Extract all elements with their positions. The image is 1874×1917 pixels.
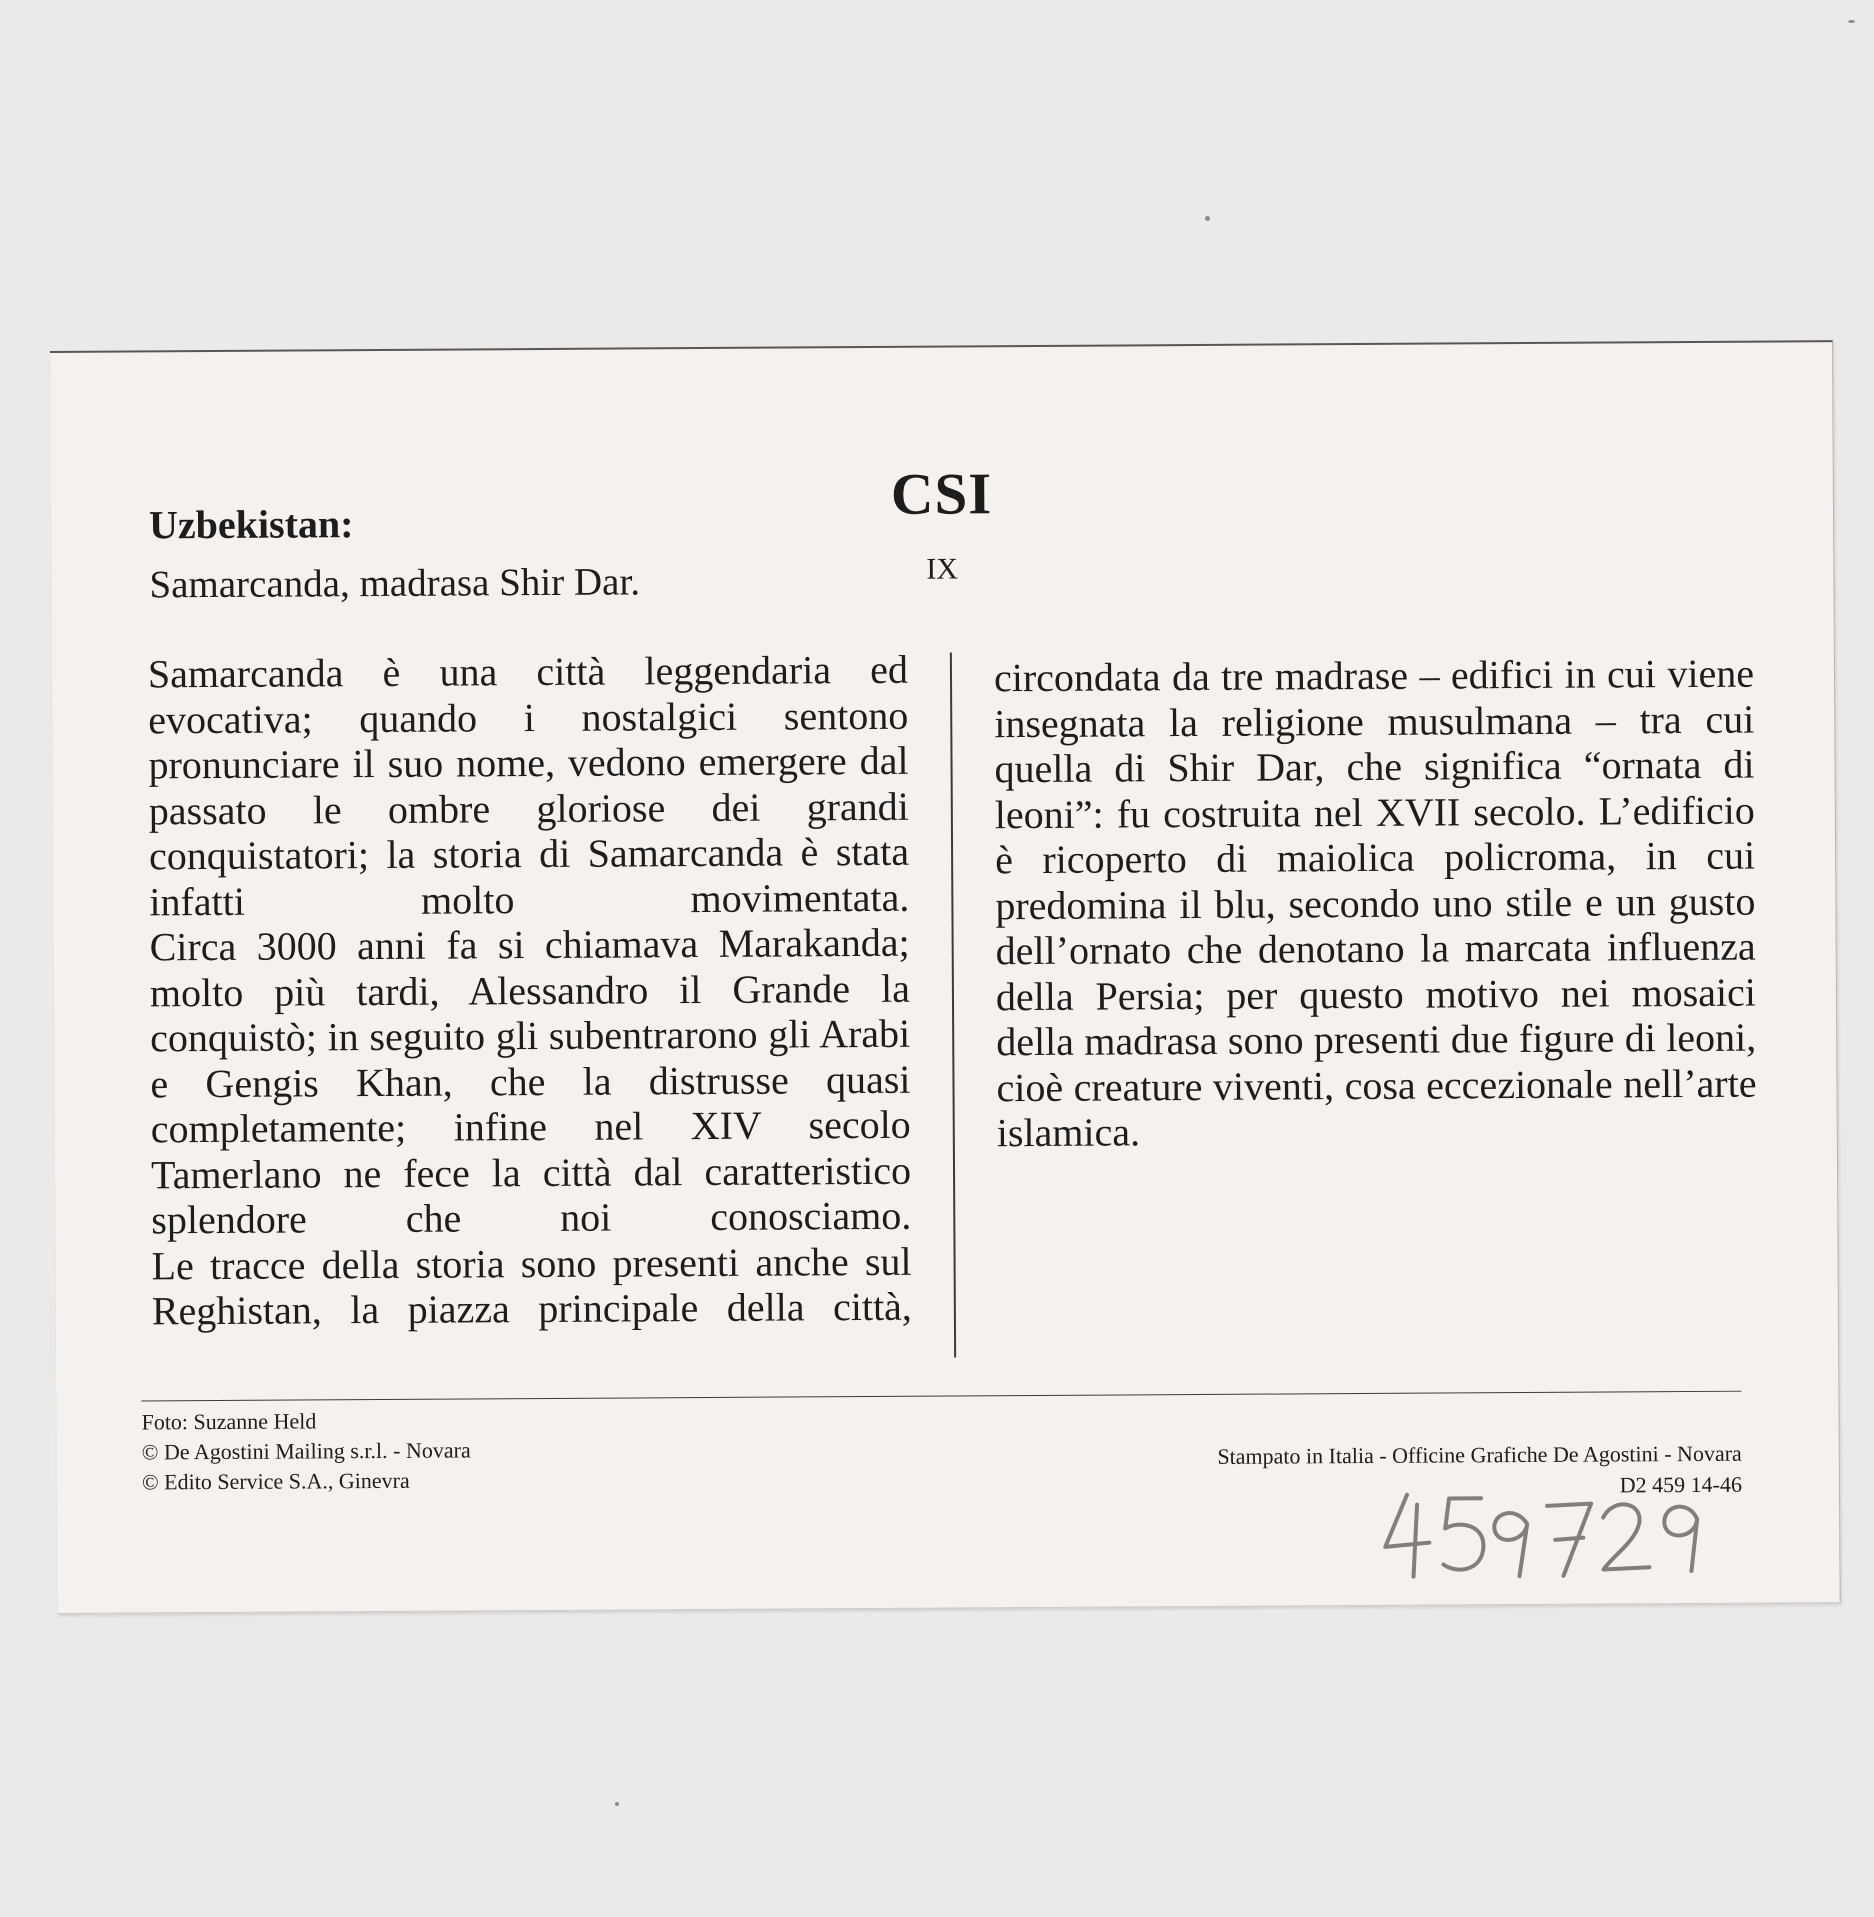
volume-number: IX [926, 552, 959, 586]
postcard-back [50, 340, 1841, 1614]
copyright-line: © De Agostini Mailing s.r.l. - Novara [141, 1437, 471, 1465]
paragraph: Circa 3000 anni fa si chiamava Marakanda; molto più tardi, Alessandro il Grande la conquistò; in seguito gli subentrarono gli Arabi e Gengis Khan, che la distrusse quasi completamente; infine nel XIV secolo Tamerlano ne fece la città dal caratteristico splendore che noi conosciamo. [149, 919, 912, 1243]
speck [615, 1802, 619, 1806]
country-heading: Uzbekistan: [148, 501, 354, 548]
handwritten-number [1377, 1483, 1738, 1585]
speck [1205, 216, 1210, 221]
copyright-line: © Edito Service S.A., Ginevra [141, 1467, 410, 1495]
photo-credit: Foto: Suzanne Held [141, 1408, 317, 1435]
product-code: D2 459 14-46 [1619, 1471, 1743, 1498]
location-subtitle: Samarcanda, madrasa Shir Dar. [149, 560, 641, 607]
footer-divider [141, 1391, 1741, 1402]
paragraph: circondata da tre madrase – edifici in cui viene insegnata la religione musulmana – tra cui quella di Shir Dar, che significa “ornata di leoni”: fu costruita nel XVII secolo. L’edificio è ricoperto di maiolica policroma, in cui predomina il blu, secondo uno stile e un gusto dell’ornato che denotano la marcata influenza della Persia; per questo motivo nei mosaici della madrasa sono presenti due figure di leoni, cioè creature viventi, cosa eccezionale nell’arte islamica. [993, 650, 1757, 1156]
paragraph: Le tracce della storia sono presenti anche sul Reghistan, la piazza principale della città, [151, 1238, 912, 1334]
text-column-left [148, 647, 912, 1334]
credits-block [141, 1405, 471, 1497]
column-divider [950, 652, 956, 1357]
speck [1848, 20, 1855, 23]
printer-line: Stampato in Italia - Officine Grafiche De Agostini - Novara [1217, 1440, 1742, 1469]
page-title: CSI [890, 460, 993, 527]
text-column-right [994, 651, 1757, 1156]
paragraph: Samarcanda è una città leggendaria ed evocativa; quando i nostalgici sentono pronunciare il suo nome, vedono emergere dal passato le ombre gloriose dei grandi conquistatori; la storia di Samarcanda è stata infatti molto movimentata. [147, 646, 910, 924]
